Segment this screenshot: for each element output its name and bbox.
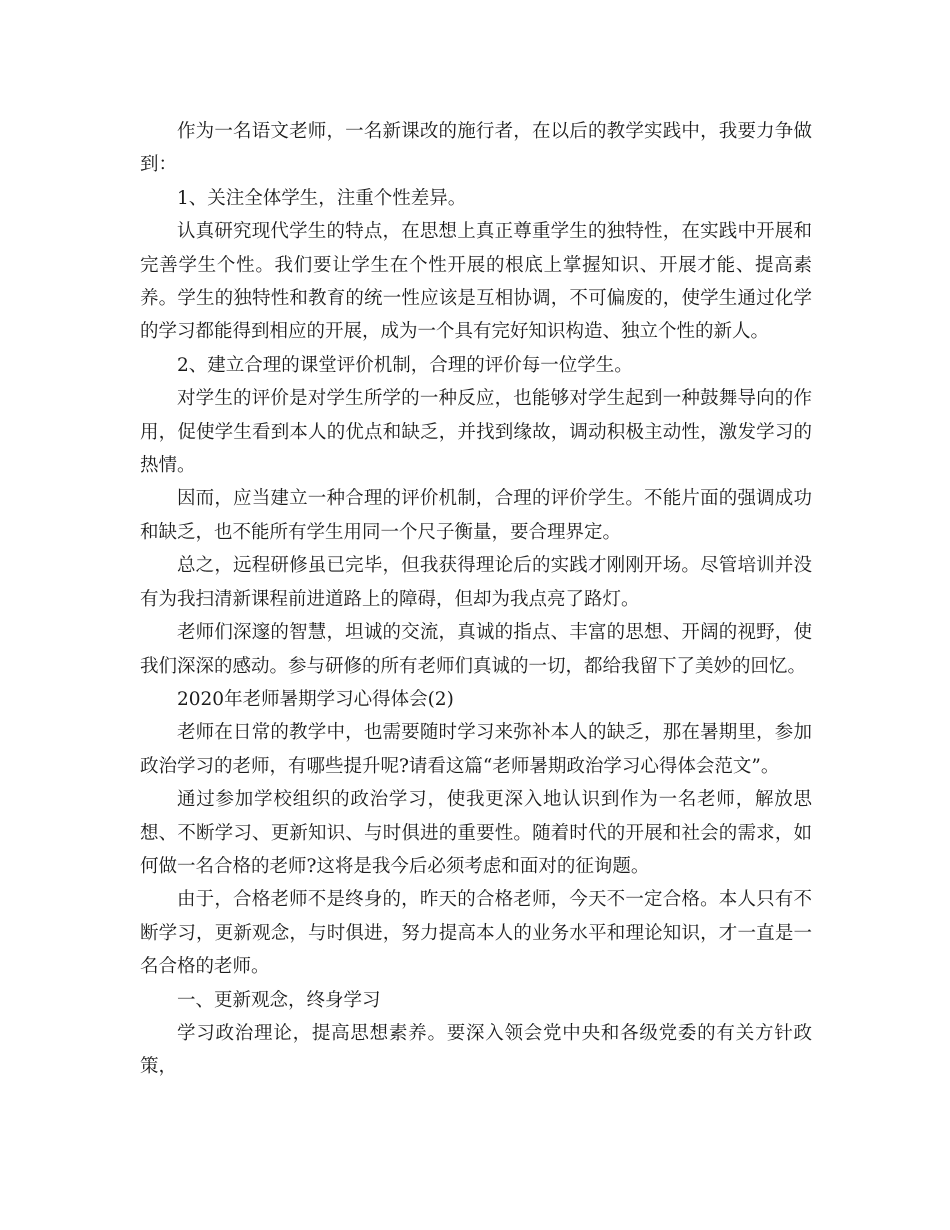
paragraph-9: 老师在日常的教学中，也需要随时学习来弥补本人的缺乏，那在暑期里，参加政治学习的老师，有哪些提升呢?请看这篇“老师暑期政治学习心得体会范文”。 — [140, 722, 812, 777]
paragraph-12: 学习政治理论，提高思想素养。要深入领会党中央和各级党委的有关方针政策， — [140, 1022, 812, 1078]
paragraph-7: 总之，远程研修虽已完毕，但我获得理论后的实践才刚刚开场。尽管培训并没有为我扫清新课程前进道路上的障碍，但却为我点亮了路灯。 — [140, 555, 812, 610]
document-body — [140, 115, 812, 1084]
paragraph-11: 由于，合格老师不是终身的，昨天的合格老师，今天不一定合格。本人只有不断学习，更新观念，与时俱进，努力提高本人的业务水平和理论知识，才一直是一名合格的老师。 — [140, 889, 812, 978]
paragraph-3: 认真研究现代学生的特点，在思想上真正尊重学生的独特性，在实践中开展和完善学生个性。我们要让学生在个性开展的根底上掌握知识、开展才能、提高素养。学生的独特性和教育的统一性应该是互相协调，不可偏废的，使学生通过化学的学习都能得到相应的开展，成为一个具有完好知识构造、独立个性的新人。 — [140, 221, 812, 343]
section-heading: 2020年老师暑期学习心得体会(2) — [177, 688, 454, 710]
paragraph-2: 1、关注全体学生，注重个性差异。 — [177, 187, 467, 209]
paragraph-4: 2、建立合理的课堂评价机制，合理的评价每一位学生。 — [177, 354, 633, 376]
paragraph-10: 通过参加学校组织的政治学习，使我更深入地认识到作为一名老师，解放思想、不断学习、更新知识、与时俱进的重要性。随着时代的开展和社会的需求，如何做一名合格的老师?这将是我今后必须考虑和面对的征询题。 — [140, 789, 812, 877]
paragraph-5: 对学生的评价是对学生所学的一种反应，也能够对学生起到一种鼓舞导向的作用，促使学生看到本人的优点和缺乏，并找到缘故，调动积极主动性，激发学习的热情。 — [140, 388, 812, 477]
subheading-one: 一、更新观念，终身学习 — [177, 989, 381, 1011]
paragraph-8: 老师们深邃的智慧，坦诚的交流，真诚的指点、丰富的思想、开阔的视野，使我们深深的感动。参与研修的所有老师们真诚的一切，都给我留下了美妙的回忆。 — [140, 622, 812, 677]
paragraph-1: 作为一名语文老师，一名新课改的施行者，在以后的教学实践中，我要力争做到： — [140, 121, 812, 176]
paragraph-6: 因而，应当建立一种合理的评价机制，合理的评价学生。不能片面的强调成功和缺乏，也不能所有学生用同一个尺子衡量，要合理界定。 — [140, 488, 812, 543]
